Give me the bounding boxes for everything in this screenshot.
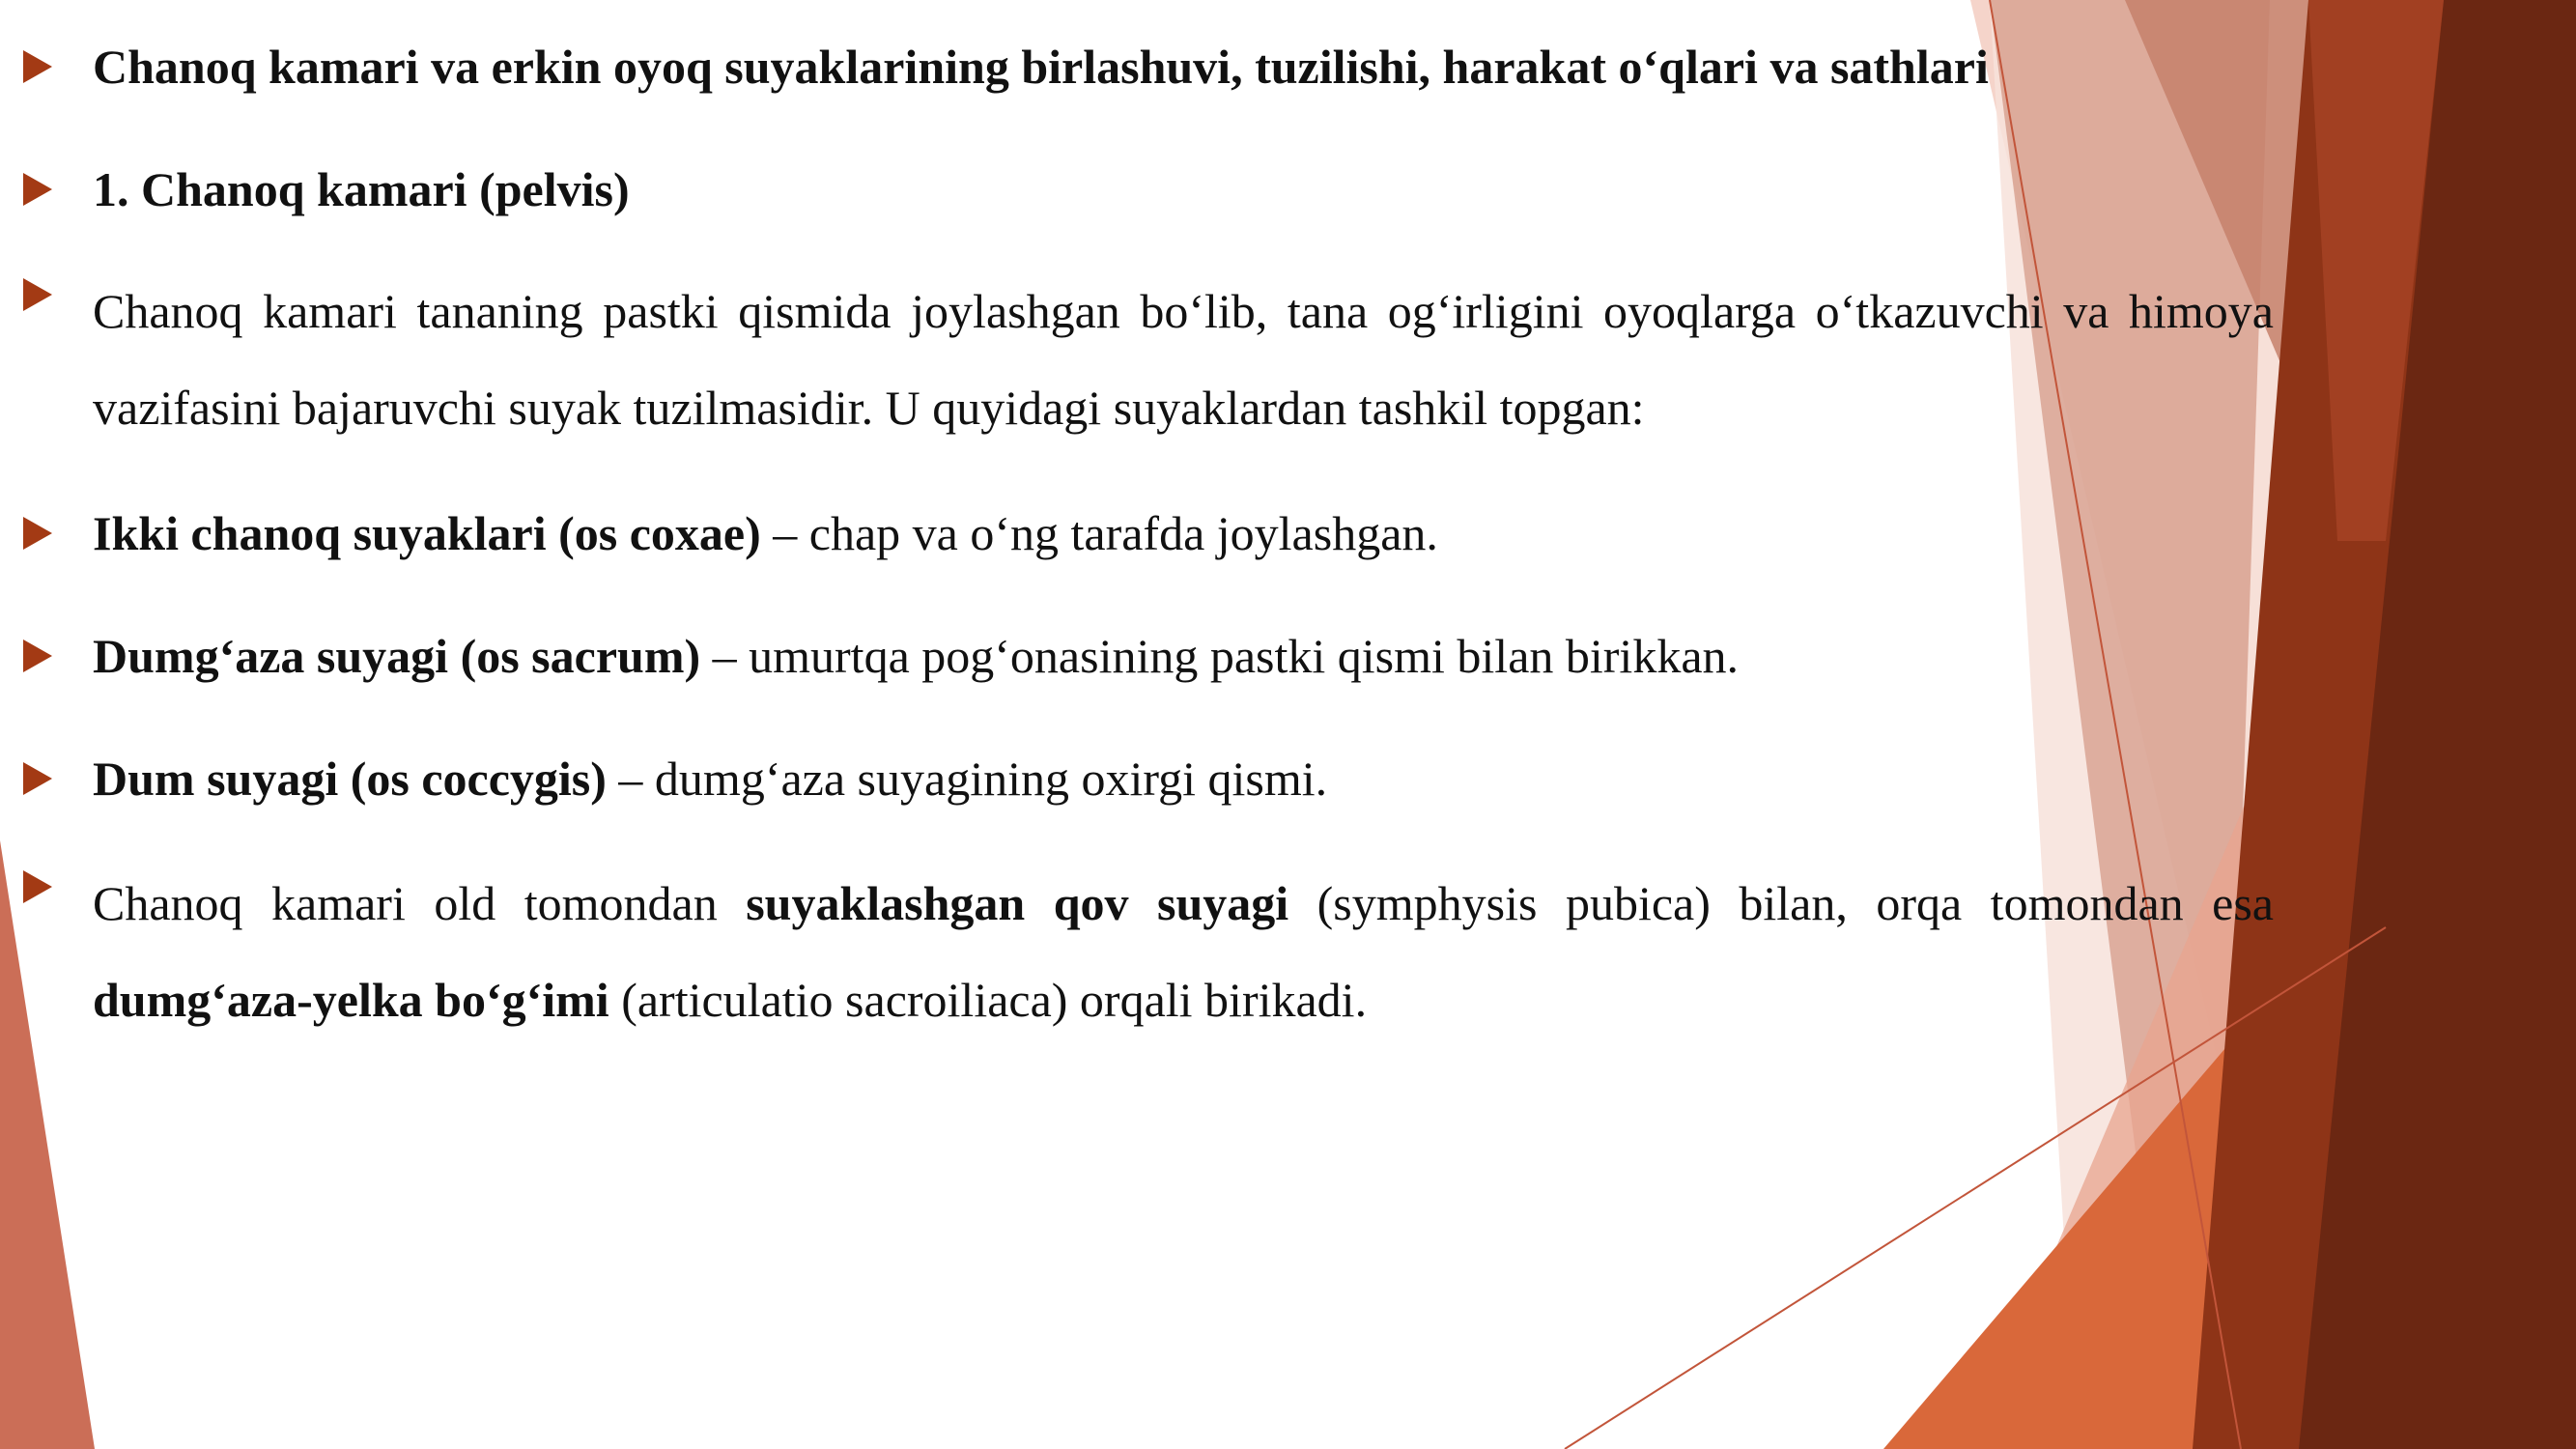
- bullet-plain-text: – dumg‘aza suyagining oxirgi qismi.: [606, 752, 1328, 806]
- bullet-section-heading: [23, 157, 2274, 221]
- bullet-os-sacrum: [23, 624, 2274, 688]
- bullet-description: [23, 263, 2274, 456]
- bullet-plain-text: – chap va o‘ng tarafda joylashgan.: [760, 506, 1438, 560]
- bullet-arrow-icon: [23, 50, 52, 83]
- bullet-text: [93, 35, 2274, 99]
- bullet-arrow-icon: [23, 762, 52, 795]
- bullet-text: [93, 263, 2274, 456]
- bullet-text: [93, 855, 2274, 1048]
- bullet-bold-text: Chanoq kamari va erkin oyoq suyaklarining birlashuvi, tuzilishi, harakat o‘qlari va sathlari: [93, 40, 1989, 94]
- bullet-arrow-icon: [23, 173, 52, 206]
- bullet-connections: [23, 855, 2274, 1048]
- bullet-bold-text: suyaklashgan qov suyagi: [746, 876, 1289, 930]
- bullet-text: [93, 501, 2274, 565]
- bullet-arrow-icon: [23, 278, 52, 311]
- bullet-arrow-icon: [23, 517, 52, 550]
- bullet-arrow-icon: [23, 870, 52, 903]
- bullet-bold-text: Dum suyagi (os coccygis): [93, 752, 607, 806]
- bullet-text: [93, 624, 2274, 688]
- bullet-title: [23, 35, 2274, 99]
- bullet-os-coccygis: [23, 747, 2274, 810]
- bullet-text: [93, 157, 2274, 221]
- bullet-bold-text: dumg‘aza-yelka bo‘g‘imi: [93, 973, 609, 1027]
- bullet-plain-text: Chanoq kamari tananing pastki qismida joylashgan bo‘lib, tana og‘irligini oyoqlarga o‘tkazuvchi va himoya vazifasini bajaruvchi suyak tuzilmasidir. U quyidagi suyaklardan tashkil topgan:: [93, 284, 2274, 435]
- bullet-plain-text: (articulatio sacroiliaca) orqali birikadi.: [609, 973, 1368, 1027]
- bullet-plain-text: – umurtqa pog‘onasining pastki qismi bilan birikkan.: [700, 629, 1740, 683]
- bullet-os-coxae: [23, 501, 2274, 565]
- bullet-bold-text: Ikki chanoq suyaklari (os coxae): [93, 506, 761, 560]
- bullet-bold-text: 1. Chanoq kamari (pelvis): [93, 162, 630, 216]
- bullet-bold-text: Dumg‘aza suyagi (os sacrum): [93, 629, 701, 683]
- bullet-arrow-icon: [23, 639, 52, 672]
- bullet-plain-text: (symphysis pubica) bilan, orqa tomondan esa: [1288, 876, 2274, 930]
- bullet-text: [93, 747, 2274, 810]
- bullet-plain-text: Chanoq kamari old tomondan: [93, 876, 747, 930]
